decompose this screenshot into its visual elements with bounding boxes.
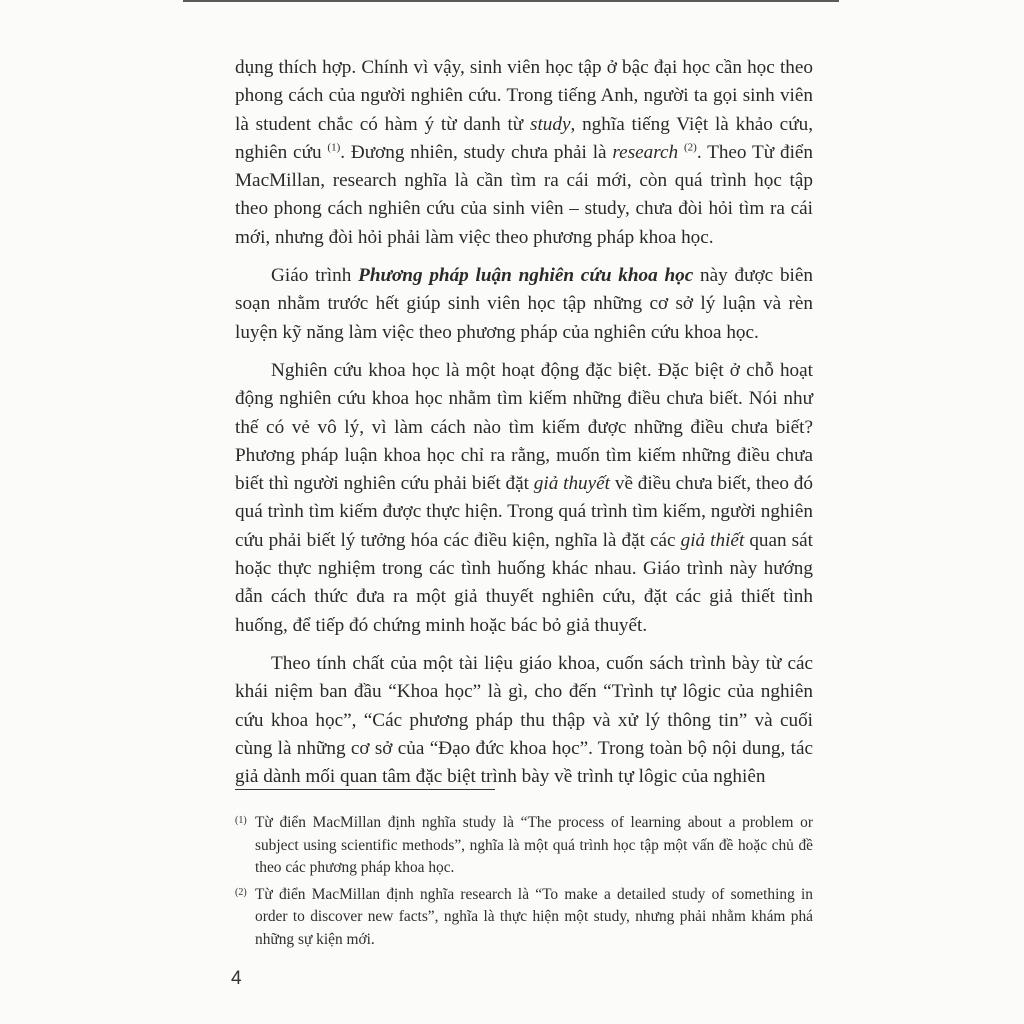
p1-text-d: . Đương nhiên, study chưa phải là bbox=[340, 141, 613, 163]
body-text bbox=[235, 54, 813, 801]
page-number: 4 bbox=[231, 968, 242, 989]
footnote-1 bbox=[235, 812, 813, 880]
top-rule bbox=[183, 0, 839, 2]
p4-text: Theo tính chất của một tài liệu giáo khoa, cuốn sách trình bày từ các khái niệm ban đầu “Khoa học” là gì, cho đến “Trình tự lôgic của nghiên cứu khoa học”, “Các phương pháp thu thập và xử lý thông tin” và cuối cùng là những cơ sở của “Đạo đức khoa học”. Trong toàn bộ nội dung, tác giả dành mối quan tâm đặc biệt trình bày về trình tự lôgic của nghiên bbox=[235, 652, 813, 788]
p1-term-research: research bbox=[612, 141, 679, 163]
paragraph-3 bbox=[235, 357, 813, 640]
paragraph-4 bbox=[235, 650, 813, 791]
footnote-text-2: Từ điển MacMillan định nghĩa research là “To make a detailed study of something in order to discover new facts”, nghĩa là thực hiện một study, nhưng phải nhằm khám phá những sự kiện mới. bbox=[255, 885, 813, 948]
p3-text-c: về điều chưa biết, theo đó quá trình tìm kiếm được thực hiện. Trong quá trình tìm kiếm, người nghiên cứu phải biết lý tưởng hóa các điều kiện, nghĩa là đặt các bbox=[235, 473, 813, 551]
footnote-2 bbox=[235, 884, 813, 952]
p1-text-c: , nghĩa tiếng Việt là khảo cứu, nghiên cứu bbox=[235, 113, 813, 163]
paragraph-1 bbox=[235, 54, 813, 252]
p3-term-gia-thiet: giả thiết bbox=[680, 529, 745, 551]
p3-term-gia-thuyet: giả thuyết bbox=[533, 473, 611, 495]
footnote-ref-2: (2) bbox=[683, 141, 697, 154]
p2-text-c: này được biên soạn nhằm trước hết giúp sinh viên học tập những cơ sở lý luận và rèn luyện kỹ năng làm việc theo phương pháp của nghiên cứu khoa học. bbox=[235, 265, 813, 343]
footnote-mark-1: (1) bbox=[235, 815, 247, 826]
footnote-ref-1: (1) bbox=[327, 141, 341, 154]
p2-text-a: Giáo trình bbox=[271, 265, 359, 287]
p2-book-title: Phương pháp luận nghiên cứu khoa học bbox=[358, 265, 694, 287]
p1-text-f: . Theo Từ điển MacMillan, research nghĩa là cần tìm ra cái mới, còn quá trình học tập theo phong cách nghiên cứu của sinh viên – study, chưa đòi hỏi tìm ra cái mới, nhưng đòi hỏi phải làm việc theo phương pháp khoa học. bbox=[235, 141, 814, 248]
footnote-separator bbox=[235, 789, 495, 790]
footnotes bbox=[235, 812, 813, 955]
footnote-mark-2: (2) bbox=[235, 886, 247, 898]
footnote-text-1: Từ điển MacMillan định nghĩa study là “The process of learning about a problem or subject using scientific methods”, nghĩa là một quá trình học tập một vấn đề hoặc chủ đề theo các phương pháp khoa học. bbox=[255, 814, 813, 876]
paragraph-2 bbox=[235, 262, 813, 347]
p3-text-a: Nghiên cứu khoa học là một hoạt động đặc biệt. Đặc biệt ở chỗ hoạt động nghiên cứu khoa học nhằm tìm kiếm những điều chưa biết. Nói như thế có vẻ vô lý, vì làm cách nào tìm kiếm được những điều chưa biết? Phương pháp luận khoa học chỉ ra rằng, muốn tìm kiếm những điều chưa biết thì người nghiên cứu phải biết đặt bbox=[235, 359, 813, 495]
p1-term-study: study bbox=[529, 113, 571, 135]
p1-text-a: dụng thích hợp. Chính vì vậy, sinh viên học tập ở bậc đại học cần học theo phong cách của người nghiên cứu. Trong tiếng Anh, người ta gọi sinh viên là student chắc có hàm ý từ danh từ bbox=[235, 57, 813, 135]
p3-text-e: quan sát hoặc thực nghiệm trong các tình huống khác nhau. Giáo trình này hướng dẫn cách thức đưa ra một giả thuyết nghiên cứu, đặt các giả thiết tình huống, để tiếp đó chứng minh hoặc bác bỏ giả thuyết. bbox=[235, 529, 814, 636]
